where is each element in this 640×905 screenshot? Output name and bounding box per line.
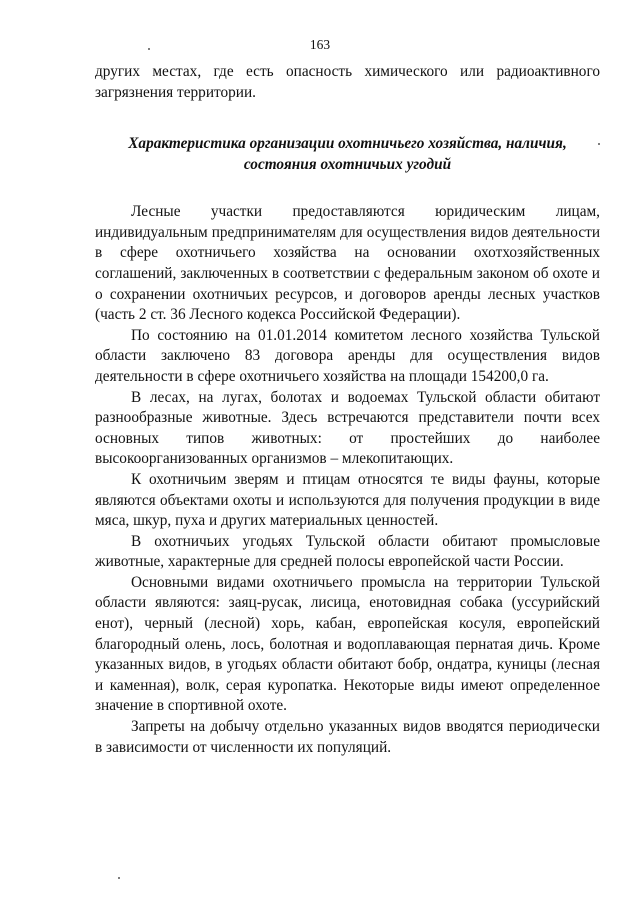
paragraph-main-species: Основными видами охотничьего промысла на территории Тульской области являются: заяц-русак, лисица, енотовидная собака (уссурийский енот), черный (лесной) хорь, кабан, европейская косуля, европейский благородный олень, лось, болотная и водоплавающая пернатая дичь. Кроме указанных видов, в угодьях области обитают бобр, ондатра, куницы (лесная и каменная), волк, серая куропатка. Некоторые виды имеют определенное значение в спортивной охоте. [95, 573, 600, 715]
section-heading [95, 133, 600, 175]
paragraph-hunting-bans: Запреты на добычу отдельно указанных видов вводятся периодически в зависимости от численности их популяций. [95, 718, 600, 756]
page-number: 163 [309, 37, 331, 52]
paragraph-game-animals: К охотничьим зверям и птицам относятся те виды фауны, которые являются объектами охоты и используются для получения продукции в виде мяса, шкур, пуха и других материальных ценностей. [95, 470, 600, 530]
scan-speck [598, 143, 600, 145]
paragraph-commercial-animals: В охотничьих угодьях Тульской области обитают промысловые животные, характерные для средней полосы европейской части России. [95, 532, 600, 571]
paragraph-lease-agreements: По состоянию на 01.01.2014 комитетом лесного хозяйства Тульской области заключено 83 договора аренды для осуществления видов деятельности в сфере охотничьего хозяйства на площади 154200,0 га. [95, 326, 600, 385]
intro-paragraph: других местах, где есть опасность химического или радиоактивного загрязнения территории. [95, 63, 600, 101]
paragraph-land-plots: Лесные участки предоставляются юридическим лицам, индивидуальным предпринимателям для осуществления видов деятельности в сфере охотничьего хозяйства на основании охотхозяйственных соглашений, заключенных в соответствии с федеральным законом об охоте и о сохранении охотничьих ресурсов, и договоров аренды лесных участков (часть 2 ст. 36 Лесного кодекса Российской Федерации). [95, 203, 600, 324]
scan-speck [148, 48, 150, 50]
scan-speck [118, 877, 120, 879]
paragraph-fauna-diversity: В лесах, на лугах, болотах и водоемах Тульской области обитают разнообразные животные. Здесь встречаются представители почти всех основных типов животных: от простейших до наиболее высокоорганизованных организмов – млекопитающих. [95, 388, 600, 468]
section-heading-line-2: состояния охотничьих угодий [243, 156, 452, 174]
section-heading-line-1: Характеристика организации охотничьего хозяйства, наличия, [128, 135, 567, 153]
page-body [95, 62, 600, 758]
